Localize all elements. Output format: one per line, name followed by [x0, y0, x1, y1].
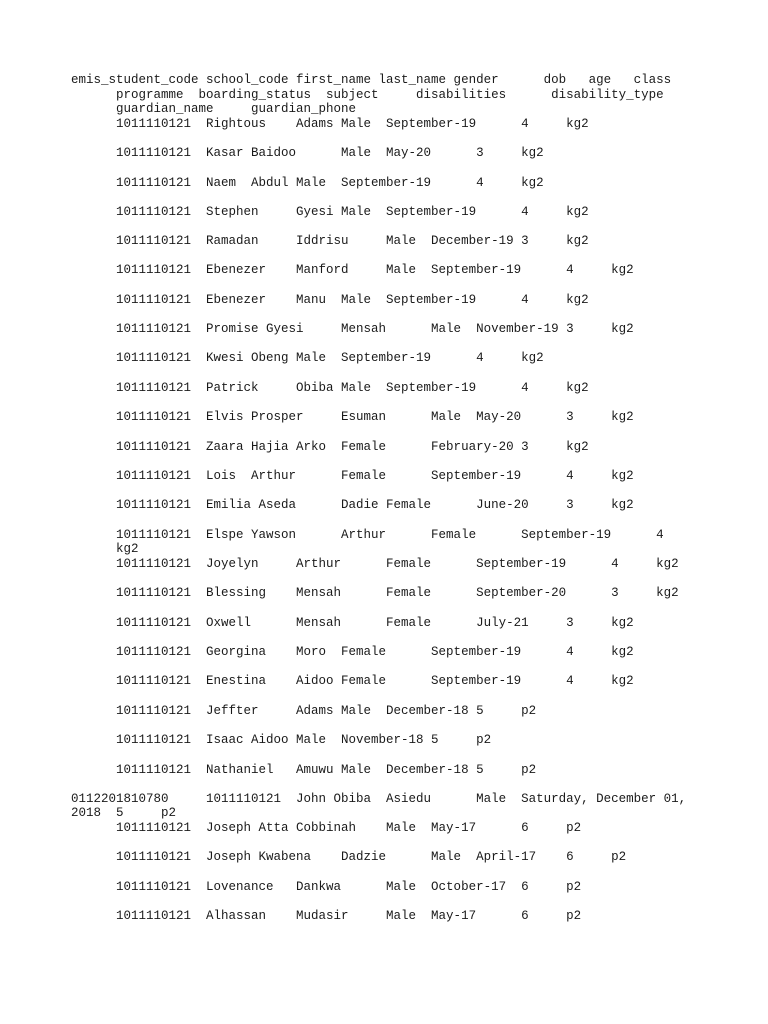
- student-record-line: 1011110121 Patrick Obiba Male September-19 4 kg2: [71, 381, 589, 395]
- student-record-line: 1011110121 Joseph Kwabena Dadzie Male April-17 6 p2: [71, 850, 627, 864]
- student-record-line: 1011110121 Rightous Adams Male September-19 4 kg2: [71, 117, 589, 131]
- student-record-line: 1011110121 Nathaniel Amuwu Male December-18 5 p2: [71, 763, 537, 777]
- student-record-line: 1011110121 Jeffter Adams Male December-18 5 p2: [71, 704, 537, 718]
- student-record-line: 1011110121 Zaara Hajia Arko Female February-20 3 kg2: [71, 440, 589, 454]
- student-record-line: 1011110121 Elspe Yawson Arthur Female September-19 4: [71, 528, 664, 542]
- student-record-line: 1011110121 Promise Gyesi Mensah Male November-19 3 kg2: [71, 322, 634, 336]
- student-record-line: 1011110121 Ebenezer Manu Male September-19 4 kg2: [71, 293, 589, 307]
- student-record-line: 1011110121 Lovenance Dankwa Male October-17 6 p2: [71, 880, 582, 894]
- student-record-line: 1011110121 Kasar Baidoo Male May-20 3 kg2: [71, 146, 544, 160]
- student-record-line: 1011110121 Emilia Aseda Dadie Female June-20 3 kg2: [71, 498, 634, 512]
- student-record-line: 1011110121 Joseph Atta Cobbinah Male May-17 6 p2: [71, 821, 582, 835]
- student-record-line: 2018 5 p2: [71, 806, 177, 820]
- student-record-line: 1011110121 Joyelyn Arthur Female September-19 4 kg2: [71, 557, 679, 571]
- student-record-line: 1011110121 Ramadan Iddrisu Male December-19 3 kg2: [71, 234, 589, 248]
- student-record-line: 1011110121 Enestina Aidoo Female September-19 4 kg2: [71, 674, 634, 688]
- student-record-line: 1011110121 Isaac Aidoo Male November-18 5 p2: [71, 733, 492, 747]
- student-record-line: 1011110121 Blessing Mensah Female September-20 3 kg2: [71, 586, 679, 600]
- student-record-line: 1011110121 Lois Arthur Female September-19 4 kg2: [71, 469, 634, 483]
- header-line: programme boarding_status subject disabilities disability_type: [71, 88, 664, 102]
- student-record-line: 1011110121 Kwesi Obeng Male September-19 4 kg2: [71, 351, 544, 365]
- header-line: emis_student_code school_code first_name last_name gender dob age class: [71, 73, 672, 87]
- header-line: guardian_name guardian_phone: [71, 102, 357, 116]
- student-record-line: 1011110121 Naem Abdul Male September-19 4 kg2: [71, 176, 544, 190]
- student-record-line: 1011110121 Alhassan Mudasir Male May-17 6 p2: [71, 909, 582, 923]
- student-record-line: 1011110121 Stephen Gyesi Male September-19 4 kg2: [71, 205, 589, 219]
- student-record-line: 0112201810780 1011110121 John Obiba Asiedu Male Saturday, December 01,: [71, 792, 687, 806]
- student-record-line: 1011110121 Oxwell Mensah Female July-21 3 kg2: [71, 616, 634, 630]
- student-record-line: kg2: [71, 542, 139, 556]
- student-record-line: 1011110121 Ebenezer Manford Male September-19 4 kg2: [71, 263, 634, 277]
- student-record-line: 1011110121 Georgina Moro Female September-19 4 kg2: [71, 645, 634, 659]
- student-record-line: 1011110121 Elvis Prosper Esuman Male May-20 3 kg2: [71, 410, 634, 424]
